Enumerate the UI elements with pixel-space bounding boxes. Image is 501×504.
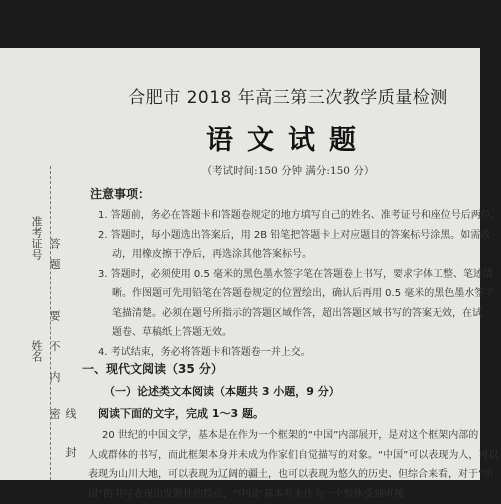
passage-line: 20 世纪的中国文学，基本是在作为一个框架的“中国”内部展开，是对这个框架内部的	[88, 426, 478, 446]
notice-line: 题卷、草稿纸上答题无效。	[98, 323, 470, 343]
exam-paper	[0, 48, 480, 480]
exam-header-title: 合肥市 2018 年高三第三次教学质量检测	[118, 83, 458, 108]
section-heading: 一、现代文阅读（35 分）	[82, 360, 223, 377]
passage-line: 国”的书写表现出发散性的特点，“中国”基本并未作为一个整体受到审视	[88, 485, 478, 504]
ticket-number-label: 准考证号	[28, 216, 44, 260]
notice-list	[98, 206, 470, 362]
notice-line: 2. 答题时，每小题选出答案后，用 2B 铅笔把答题卡上对应题目的答案标号涂黑。如需改	[98, 226, 470, 246]
subsection-heading: （一）论述类文本阅读（本题共 3 小题，9 分）	[104, 383, 340, 399]
notice-heading: 注意事项：	[90, 185, 150, 202]
seal-text-not-inside: 要 不 内	[46, 310, 62, 390]
seal-dashed-line	[50, 166, 51, 480]
notice-line: 1. 答题前，务必在答题卡和答题卷规定的地方填写自己的姓名、准考证号和座位号后两位。	[98, 206, 470, 226]
passage-line: 人或群体的书写，而此框架本身并未成为作家们自觉描写的对象。“中国”可以表现为人，可以	[88, 446, 478, 466]
notice-line: 3. 答题时，必须使用 0.5 毫米的黑色墨水签字笔在答题卷上书写，要求字体工整、笔迹清	[98, 265, 470, 285]
passage-line: 表现为山川大地，可以表现为辽阔的疆土，也可以表现为悠久的历史、但综合来看，对于“中	[88, 465, 478, 485]
reading-instruction: 阅读下面的文字，完成 1～3 题。	[98, 405, 264, 421]
notice-line: 笔描清楚。必须在题号所指示的答题区域作答，超出答题区域书写的答案无效，在试	[98, 304, 470, 324]
reading-passage	[88, 426, 478, 504]
seal-text-seal-line: 线 封 密	[46, 408, 78, 480]
subject-title: 语文试题	[118, 118, 458, 157]
notice-line: 晰。作图题可先用铅笔在答题卷规定的位置绘出，确认后再用 0.5 毫米的黑色墨水签字	[98, 284, 470, 304]
name-label: 姓名	[28, 340, 44, 362]
seal-text-answer: 答 题	[46, 238, 62, 273]
exam-time-score-info: （考试时间:150 分钟 满分:150 分）	[118, 163, 458, 178]
notice-line: 动，用橡皮擦干净后，再选涂其他答案标号。	[98, 245, 470, 265]
binding-margin	[6, 48, 66, 480]
notice-line: 4. 考试结束，务必将答题卡和答题卷一并上交。	[98, 343, 470, 363]
